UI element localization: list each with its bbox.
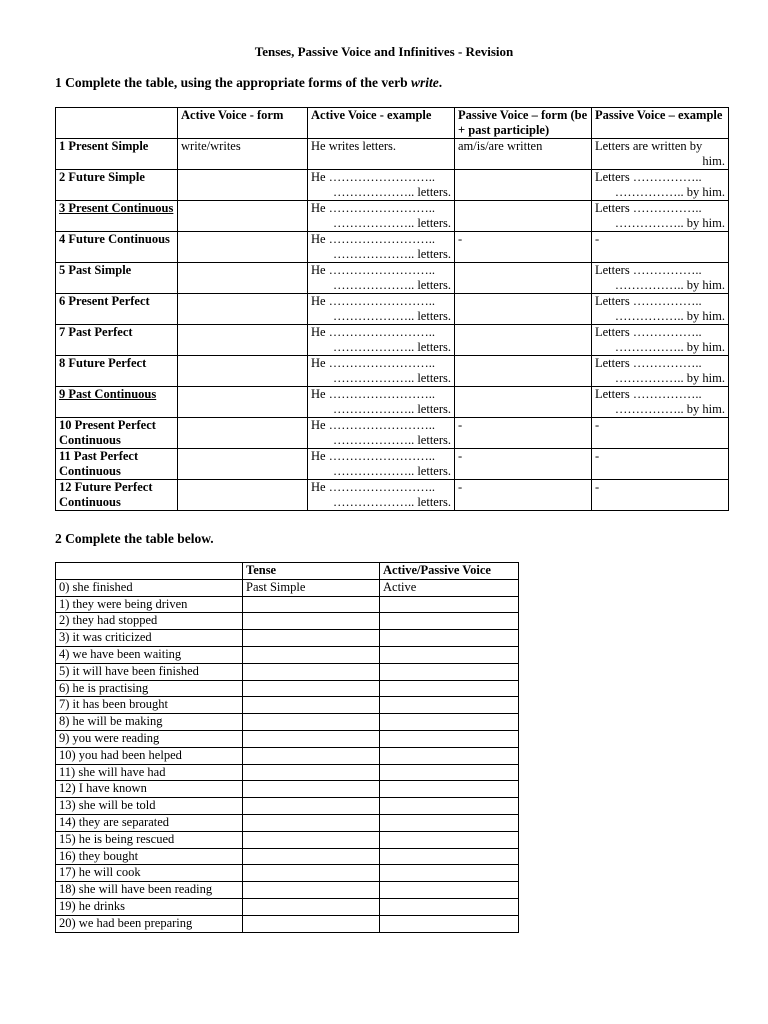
header-cell: Active/Passive Voice xyxy=(380,563,519,580)
tense-answer-cell xyxy=(243,814,380,831)
passive-example-cell-text: Letters …………….. xyxy=(595,356,702,370)
passive-example-cell-text: Letters …………….. xyxy=(595,263,702,277)
passive-form-cell xyxy=(455,449,592,480)
active-example-cell xyxy=(308,263,455,294)
tense-name-cell-text: 9 Past Continuous xyxy=(59,387,157,401)
active-form-cell xyxy=(178,356,308,387)
voice-answer-cell xyxy=(380,646,519,663)
passive-form-cell xyxy=(455,356,592,387)
active-example-cell-text: He …………………….. xyxy=(311,325,435,339)
voice-answer-cell xyxy=(380,814,519,831)
active-example-cell-text: ……………….. letters. xyxy=(332,247,451,261)
verb-phrase-cell: 12) I have known xyxy=(56,781,243,798)
identify-tense-row xyxy=(56,680,519,697)
identify-tense-row xyxy=(56,831,519,848)
tense-name-cell xyxy=(56,325,178,356)
passive-example-cell xyxy=(592,232,729,263)
active-example-cell-text: He …………………….. xyxy=(311,356,435,370)
active-example-cell-text: ……………….. letters. xyxy=(332,464,451,478)
passive-example-cell xyxy=(592,418,729,449)
passive-form-cell-text: - xyxy=(458,480,463,494)
tense-name-cell xyxy=(56,449,178,480)
passive-example-cell xyxy=(592,356,729,387)
passive-example-cell xyxy=(592,263,729,294)
passive-example-cell-text: …………….. by him. xyxy=(614,216,725,230)
voice-answer-cell xyxy=(380,831,519,848)
active-form-cell-text: write/writes xyxy=(181,139,241,153)
tense-forms-row xyxy=(56,418,729,449)
voice-answer-cell xyxy=(380,747,519,764)
verb-phrase-cell: 17) he will cook xyxy=(56,865,243,882)
tense-forms-row xyxy=(56,201,729,232)
verb-phrase-cell: 0) she finished xyxy=(56,579,243,596)
tense-answer-cell xyxy=(243,680,380,697)
active-form-cell xyxy=(178,201,308,232)
active-example-cell xyxy=(308,294,455,325)
passive-example-cell-text: him. xyxy=(702,154,725,168)
active-form-cell xyxy=(178,325,308,356)
page-title: Tenses, Passive Voice and Infinitives - Revision xyxy=(254,44,514,59)
exercise-1-heading-verb: write xyxy=(410,75,439,90)
tense-name-cell xyxy=(56,232,178,263)
active-example-cell-text: He …………………….. xyxy=(311,449,435,463)
identify-tense-row xyxy=(56,646,519,663)
voice-answer-cell xyxy=(380,613,519,630)
passive-form-cell xyxy=(455,201,592,232)
tense-forms-row xyxy=(56,232,729,263)
tense-answer-cell xyxy=(243,848,380,865)
passive-example-cell xyxy=(592,170,729,201)
header-cell xyxy=(56,108,178,139)
identify-tense-row xyxy=(56,848,519,865)
identify-tense-row xyxy=(56,697,519,714)
tense-answer-cell xyxy=(243,596,380,613)
active-example-cell xyxy=(308,449,455,480)
tense-forms-row xyxy=(56,170,729,201)
tense-name-cell-text: 8 Future Perfect xyxy=(59,356,147,370)
voice-answer-cell xyxy=(380,915,519,932)
active-example-cell-text: He …………………….. xyxy=(311,263,435,277)
tense-name-cell xyxy=(56,139,178,170)
verb-phrase-cell: 16) they bought xyxy=(56,848,243,865)
identify-tense-row xyxy=(56,663,519,680)
active-example-cell-text: He …………………….. xyxy=(311,170,435,184)
tense-name-cell xyxy=(56,170,178,201)
identify-tense-row xyxy=(56,915,519,932)
verb-phrase-cell: 18) she will have been reading xyxy=(56,882,243,899)
voice-answer-cell xyxy=(380,865,519,882)
active-example-cell-text: ……………….. letters. xyxy=(332,185,451,199)
header-cell: Active Voice - form xyxy=(178,108,308,139)
passive-example-cell-text: Letters …………….. xyxy=(595,201,702,215)
identify-tense-row xyxy=(56,714,519,731)
active-example-cell xyxy=(308,418,455,449)
voice-answer-cell xyxy=(380,730,519,747)
tense-name-cell-text: 4 Future Continuous xyxy=(59,232,170,246)
tense-name-cell-text: 12 Future Perfect Continuous xyxy=(59,480,153,509)
identify-tense-row xyxy=(56,781,519,798)
passive-form-cell xyxy=(455,418,592,449)
exercise-1-heading-text: 1 Complete the table, using the appropriate forms of the verb xyxy=(55,75,411,90)
active-form-cell xyxy=(178,449,308,480)
voice-answer-cell xyxy=(380,764,519,781)
active-example-cell-text: He …………………….. xyxy=(311,201,435,215)
passive-example-cell-text: Letters …………….. xyxy=(595,387,702,401)
passive-form-cell xyxy=(455,294,592,325)
passive-example-cell xyxy=(592,480,729,511)
passive-form-cell xyxy=(455,480,592,511)
voice-answer-cell xyxy=(380,798,519,815)
voice-answer-cell: Active xyxy=(380,579,519,596)
identify-tense-row xyxy=(56,898,519,915)
tense-name-cell-text: 11 Past Perfect Continuous xyxy=(59,449,139,478)
identify-tense-row xyxy=(56,596,519,613)
passive-example-cell-text: Letters …………….. xyxy=(595,170,702,184)
passive-example-cell-text: Letters …………….. xyxy=(595,325,702,339)
tense-name-cell xyxy=(56,201,178,232)
active-example-cell xyxy=(308,201,455,232)
identify-tense-row xyxy=(56,865,519,882)
active-example-cell-text: He writes letters. xyxy=(311,139,397,153)
header-cell: Passive Voice – example xyxy=(592,108,729,139)
header-cell: Active Voice - example xyxy=(308,108,455,139)
tense-answer-cell xyxy=(243,764,380,781)
verb-phrase-cell: 8) he will be making xyxy=(56,714,243,731)
tense-answer-cell xyxy=(243,730,380,747)
passive-example-cell-text: - xyxy=(595,232,600,246)
verb-phrase-cell: 11) she will have had xyxy=(56,764,243,781)
voice-answer-cell xyxy=(380,680,519,697)
tense-forms-row xyxy=(56,387,729,418)
passive-example-cell-text: …………….. by him. xyxy=(614,309,725,323)
identify-tense-table xyxy=(55,562,519,933)
voice-answer-cell xyxy=(380,630,519,647)
tense-name-cell-text: 7 Past Perfect xyxy=(59,325,133,339)
verb-phrase-cell: 9) you were reading xyxy=(56,730,243,747)
active-example-cell-text: ……………….. letters. xyxy=(332,216,451,230)
passive-example-cell-text: …………….. by him. xyxy=(614,371,725,385)
active-example-cell-text: He …………………….. xyxy=(311,387,435,401)
active-example-cell-text: He …………………….. xyxy=(311,480,435,494)
tense-forms-table xyxy=(55,107,729,511)
tense-answer-cell xyxy=(243,865,380,882)
passive-example-cell-text: …………….. by him. xyxy=(614,278,725,292)
tense-answer-cell xyxy=(243,915,380,932)
tense-name-cell-text: 1 Present Simple xyxy=(59,139,149,153)
voice-answer-cell xyxy=(380,663,519,680)
tense-answer-cell xyxy=(243,613,380,630)
active-example-cell-text: He …………………….. xyxy=(311,294,435,308)
voice-answer-cell xyxy=(380,596,519,613)
passive-example-cell-text: - xyxy=(595,449,600,463)
tense-name-cell xyxy=(56,294,178,325)
tense-forms-row xyxy=(56,325,729,356)
tense-forms-row xyxy=(56,263,729,294)
active-example-cell-text: ……………….. letters. xyxy=(332,495,451,509)
tense-name-cell xyxy=(56,387,178,418)
passive-example-cell-text: Letters …………….. xyxy=(595,294,702,308)
tense-answer-cell xyxy=(243,714,380,731)
verb-phrase-cell: 20) we had been preparing xyxy=(56,915,243,932)
verb-phrase-cell: 13) she will be told xyxy=(56,798,243,815)
passive-form-cell-text: - xyxy=(458,449,463,463)
verb-phrase-cell: 3) it was criticized xyxy=(56,630,243,647)
tense-forms-row xyxy=(56,449,729,480)
passive-form-cell xyxy=(455,325,592,356)
passive-example-cell xyxy=(592,294,729,325)
tense-answer-cell: Past Simple xyxy=(243,579,380,596)
passive-example-cell-text: Letters are written by xyxy=(595,139,703,153)
active-form-cell xyxy=(178,294,308,325)
active-example-cell-text: ……………….. letters. xyxy=(332,371,451,385)
tense-forms-header-row xyxy=(56,108,729,139)
tense-answer-cell xyxy=(243,646,380,663)
passive-example-cell-text: …………….. by him. xyxy=(614,340,725,354)
active-example-cell-text: ……………….. letters. xyxy=(332,278,451,292)
identify-tense-row xyxy=(56,630,519,647)
voice-answer-cell xyxy=(380,697,519,714)
active-example-cell xyxy=(308,139,455,170)
active-form-cell xyxy=(178,232,308,263)
active-example-cell xyxy=(308,356,455,387)
tense-answer-cell xyxy=(243,697,380,714)
tense-name-cell xyxy=(56,418,178,449)
identify-tense-row xyxy=(56,882,519,899)
active-form-cell xyxy=(178,418,308,449)
passive-example-cell xyxy=(592,325,729,356)
passive-example-cell xyxy=(592,139,729,170)
passive-example-cell xyxy=(592,449,729,480)
passive-example-cell-text: …………….. by him. xyxy=(614,402,725,416)
identify-tense-row xyxy=(56,613,519,630)
verb-phrase-cell: 19) he drinks xyxy=(56,898,243,915)
active-example-cell-text: He …………………….. xyxy=(311,232,435,246)
header-cell: Passive Voice – form (be + past participle) xyxy=(455,108,592,139)
tense-name-cell-text: 3 Present Continuous xyxy=(59,201,174,215)
passive-form-cell-text: am/is/are written xyxy=(458,139,543,153)
header-cell: Tense xyxy=(243,563,380,580)
voice-answer-cell xyxy=(380,898,519,915)
tense-name-cell-text: 5 Past Simple xyxy=(59,263,132,277)
identify-tense-header-row xyxy=(56,563,519,580)
voice-answer-cell xyxy=(380,714,519,731)
exercise-2-heading: 2 Complete the table below. xyxy=(55,531,214,546)
tense-forms-row xyxy=(56,139,729,170)
active-form-cell xyxy=(178,480,308,511)
passive-form-cell xyxy=(455,232,592,263)
voice-answer-cell xyxy=(380,781,519,798)
header-cell xyxy=(56,563,243,580)
tense-answer-cell xyxy=(243,781,380,798)
identify-tense-row xyxy=(56,730,519,747)
verb-phrase-cell: 6) he is practising xyxy=(56,680,243,697)
passive-form-cell xyxy=(455,139,592,170)
identify-tense-row xyxy=(56,747,519,764)
active-example-cell xyxy=(308,170,455,201)
identify-tense-row xyxy=(56,579,519,596)
tense-answer-cell xyxy=(243,747,380,764)
passive-form-cell xyxy=(455,170,592,201)
voice-answer-cell xyxy=(380,882,519,899)
tense-answer-cell xyxy=(243,831,380,848)
passive-example-cell-text: - xyxy=(595,480,600,494)
active-form-cell xyxy=(178,387,308,418)
tense-answer-cell xyxy=(243,898,380,915)
passive-form-cell-text: - xyxy=(458,418,463,432)
tense-answer-cell xyxy=(243,798,380,815)
verb-phrase-cell: 1) they were being driven xyxy=(56,596,243,613)
tense-forms-row xyxy=(56,480,729,511)
active-example-cell-text: ……………….. letters. xyxy=(332,340,451,354)
passive-form-cell-text: - xyxy=(458,232,463,246)
exercise-1-heading xyxy=(55,75,442,91)
passive-example-cell xyxy=(592,201,729,232)
active-example-cell xyxy=(308,480,455,511)
identify-tense-row xyxy=(56,764,519,781)
tense-name-cell xyxy=(56,263,178,294)
verb-phrase-cell: 2) they had stopped xyxy=(56,613,243,630)
tense-name-cell-text: 10 Present Perfect Continuous xyxy=(59,418,156,447)
voice-answer-cell xyxy=(380,848,519,865)
active-example-cell xyxy=(308,325,455,356)
tense-answer-cell xyxy=(243,882,380,899)
tense-answer-cell xyxy=(243,663,380,680)
tense-name-cell xyxy=(56,480,178,511)
active-example-cell-text: ……………….. letters. xyxy=(332,309,451,323)
verb-phrase-cell: 7) it has been brought xyxy=(56,697,243,714)
active-form-cell xyxy=(178,170,308,201)
tense-forms-row xyxy=(56,294,729,325)
passive-form-cell xyxy=(455,263,592,294)
tense-forms-row xyxy=(56,356,729,387)
identify-tense-row xyxy=(56,798,519,815)
tense-name-cell-text: 6 Present Perfect xyxy=(59,294,150,308)
identify-tense-row xyxy=(56,814,519,831)
passive-example-cell-text: - xyxy=(595,418,600,432)
tense-answer-cell xyxy=(243,630,380,647)
active-example-cell-text: ……………….. letters. xyxy=(332,402,451,416)
tense-name-cell xyxy=(56,356,178,387)
active-example-cell xyxy=(308,232,455,263)
verb-phrase-cell: 14) they are separated xyxy=(56,814,243,831)
passive-example-cell xyxy=(592,387,729,418)
active-form-cell xyxy=(178,139,308,170)
exercise-1-heading-suffix: . xyxy=(438,75,443,90)
verb-phrase-cell: 10) you had been helped xyxy=(56,747,243,764)
active-example-cell xyxy=(308,387,455,418)
active-form-cell xyxy=(178,263,308,294)
tense-name-cell-text: 2 Future Simple xyxy=(59,170,145,184)
verb-phrase-cell: 4) we have been waiting xyxy=(56,646,243,663)
verb-phrase-cell: 15) he is being rescued xyxy=(56,831,243,848)
passive-example-cell-text: …………….. by him. xyxy=(614,185,725,199)
passive-form-cell xyxy=(455,387,592,418)
verb-phrase-cell: 5) it will have been finished xyxy=(56,663,243,680)
active-example-cell-text: ……………….. letters. xyxy=(332,433,451,447)
active-example-cell-text: He …………………….. xyxy=(311,418,435,432)
